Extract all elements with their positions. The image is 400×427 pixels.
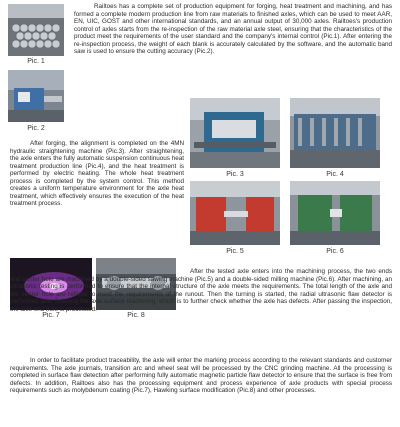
figure-caption: Pic. 8 xyxy=(127,312,145,319)
traceability-paragraph: In order to facilitate product traceability, the axle will enter the marking process according to the relevant standards and customer requirements. The axle journals, transition arc and wheel seat will be processed by the CNC grinding machine. All the processing is completed in surface flaw detection after performing fully automatic magnetic particle flaw detector to ensure that the surface is free from defects. In addition, Railtoes also has the processing equipment and process experience of axle products with special process requirements such as molybdenum coating (Pic.7), Hawking surface modification (Pic.8) and other processes. xyxy=(10,357,392,395)
figure-caption: Pic. 2 xyxy=(27,125,45,132)
photo-sawing-machine xyxy=(190,181,280,245)
figure-caption: Pic. 6 xyxy=(326,248,344,255)
figure-caption: Pic. 7 xyxy=(42,312,60,319)
machining-paragraph: After the tested axle enters into the machining process, the two ends and center hole are machined by a double-sided sawing machine (Pic.5) and a double-sided milling machine (Pic.6). After machining, an ultrasonic testing is performed to ensure that the internal structure of the axle meets the requirements. The total length of the axle and the center hole are refined to meet the requirements of the runout. Then the turning is started, the radial ultrasonic flaw detector is performed after finishing the axle surface machining, which is to further check whether the axle has defects. After passing the inspection, the axle end hole is processed. xyxy=(10,268,392,313)
photo-heat-treatment-line xyxy=(290,98,380,168)
photo-band-saw xyxy=(8,70,64,122)
forging-paragraph: After forging, the alignment is completed on the 4MN hydraulic straightening machine (Pic.3). After straightening, the axle enters the fully automatic suspension continuous heat treatment production line (Pic.4), and the heat treatment is performed by electric heating. The whole heat treatment process is completed by the system control. This method creates a uniform temperature environment for the axle heat treatment, which effectively ensures the execution of the heat treatment process. xyxy=(10,140,184,208)
photo-milling-machine xyxy=(290,181,380,245)
photo-raw-material-steel xyxy=(8,4,64,56)
photo-straightening-machine xyxy=(190,98,280,168)
figure-caption: Pic. 3 xyxy=(226,171,244,178)
figure-caption: Pic. 1 xyxy=(27,58,45,65)
figure-caption: Pic. 5 xyxy=(226,248,244,255)
figure-caption: Pic. 4 xyxy=(326,171,344,178)
intro-paragraph: Railtoes has a complete set of production equipment for forging, heat treatment and machining, and has formed a complete modern production line from raw materials to finished axles, which can be used to meet AAR, EN, UIC, GOST and other international standards, and an annual output of 30,000 axles. Railtoes's production control of axles starts from the re-inspection of the raw material axle steel, ensuring that the characteristics of the product meet the requirements of the user standard and the company's internal control (Pic.1). After entering the re-inspection process, the weight of each blank is accurately calculated by the software, and the automatic band saw is used to ensure the cutting accuracy (Pic.2). xyxy=(74,3,392,56)
